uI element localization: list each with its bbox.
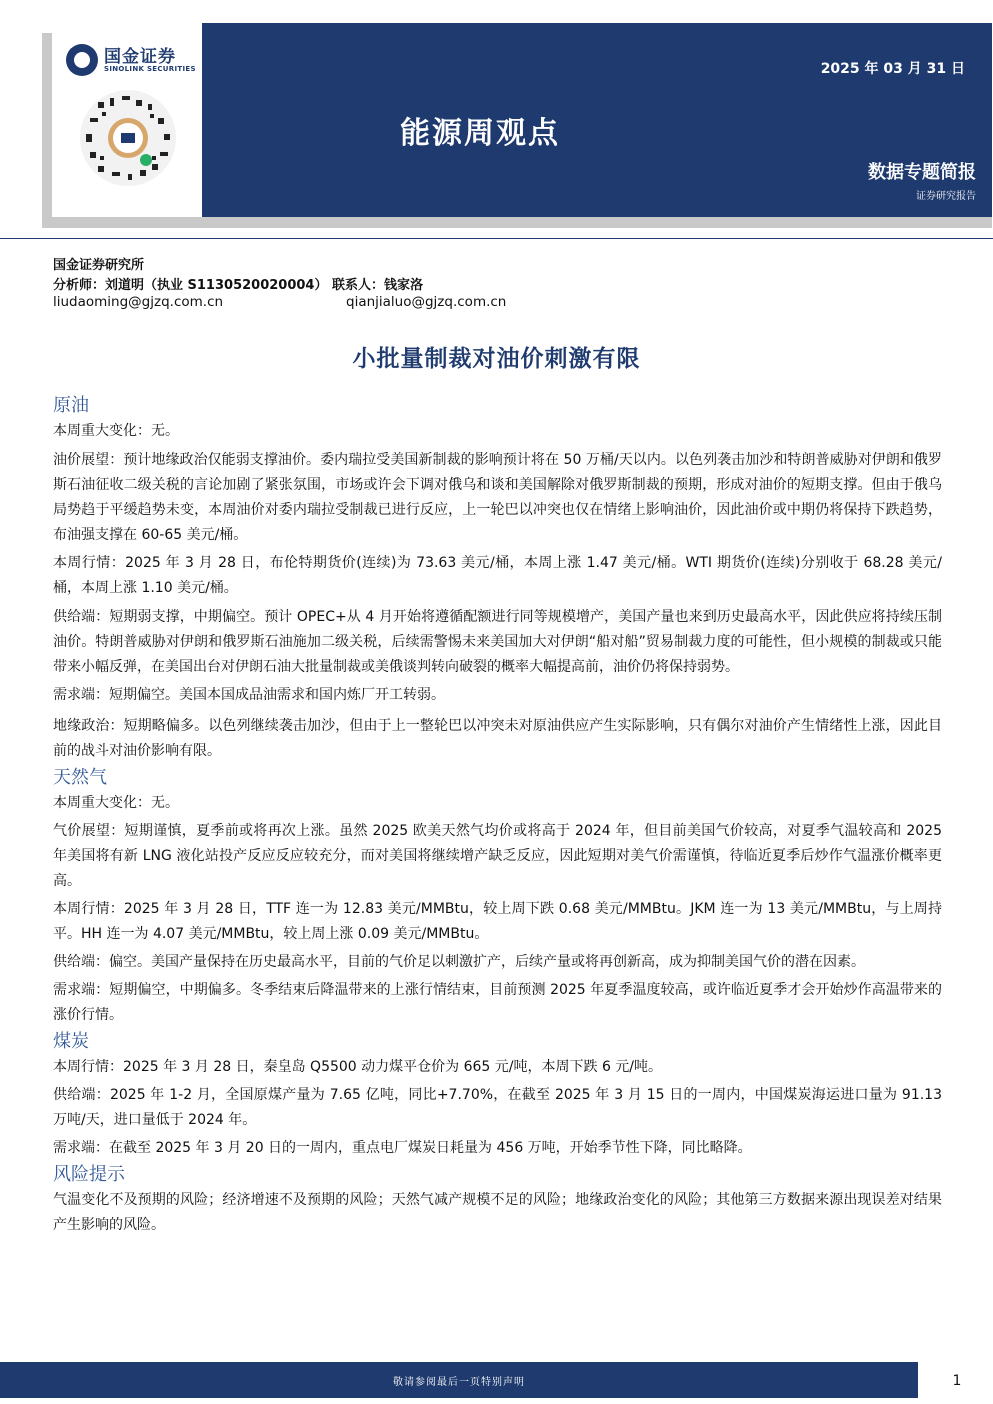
- paragraph: 气价展望：短期谨慎，夏季前或将再次上涨。虽然 2025 欧美天然气均价或将高于 2024 年，但目前美国气价较高，对夏季气温较高和 2025 年美国将有新 LNG 液化站投产反应反应较充分，而对美国将继续增产缺乏反应，因此短期对美气价需谨慎，待临近夏季后炒作气温涨价概率更高。: [53, 823, 942, 889]
- page-number: 1: [952, 1373, 962, 1389]
- institute-name: 国金证券研究所: [53, 258, 145, 273]
- paragraph: 地缘政治：短期略偏多。以色列继续袭击加沙，但由于上一整轮巴以冲突未对原油供应产生实际影响，只有偶尔对油价产生情绪性上涨，因此目前的战斗对油价影响有限。: [53, 718, 942, 759]
- qr-code-icon: [78, 88, 178, 188]
- section-risk: [53, 1161, 942, 1238]
- section-coal: [53, 1028, 942, 1161]
- sinolink-logo: [66, 42, 206, 78]
- paragraph: 本周重大变化：无。: [53, 795, 179, 811]
- report-subtype: 证券研究报告: [916, 191, 976, 202]
- paragraph: 供给端：偏空。美国产量保持在历史最高水平，目前的气价足以刺激扩产，后续产量或将再创新高，成为抑制美国气价的潜在因素。: [53, 954, 865, 970]
- section-heading: 煤炭: [53, 1031, 89, 1052]
- analyst-line: 分析师：刘道明（执业 S1130520020004） 联系人：钱家洛: [53, 278, 424, 293]
- logo-mark-icon: [66, 44, 98, 76]
- logo-text-en: SINOLINK SECURITIES: [104, 65, 196, 73]
- paragraph: 油价展望：预计地缘政治仅能弱支撑油价。委内瑞拉受美国新制裁的影响预计将在 50 万桶/天以内。以色列袭击加沙和特朗普威胁对伊朗和俄罗斯石油征收二级关税的言论加剧了紧张氛围，市场或许会下调对俄乌和谈和美国解除对俄罗斯制裁的预期，形成对油价的短期支撑。但由于俄乌局势趋于平缓趋势未变，本周油价对委内瑞拉受制裁已进行反应，上一轮巴以冲突也仅在情绪上影响油价，因此油价或中期仍将保持下跌趋势，布油强支撑在 60-65 美元/桶。: [53, 452, 942, 543]
- paragraph: 供给端：短期弱支撑，中期偏空。预计 OPEC+从 4 月开始将遵循配额进行同等规模增产，美国产量也来到历史最高水平，因此供应将持续压制油价。特朗普威胁对伊朗和俄罗斯石油施加二级关税，后续需警惕未来美国加大对伊朗“船对船”贸易制裁力度的可能性，但小规模的制裁或只能带来小幅反弹，在美国出台对伊朗石油大批量制裁或美俄谈判转向破裂的概率大幅提高前，油价仍将保持弱势。: [53, 609, 942, 675]
- section-heading: 原油: [53, 395, 89, 416]
- document-title: 小批量制裁对油价刺激有限: [352, 346, 641, 372]
- paragraph: 供给端：2025 年 1-2 月，全国原煤产量为 7.65 亿吨，同比+7.70%，在截至 2025 年 3 月 15 日的一周内，中国煤炭海运进口量为 91.13 万吨/天，进口量低于 2024 年。: [53, 1087, 942, 1128]
- paragraph: 本周行情：2025 年 3 月 28 日，TTF 连一为 12.83 美元/MMBtu，较上周下跌 0.68 美元/MMBtu。JKM 连一为 13 美元/MMBtu，与上周持平。HH 连一为 4.07 美元/MMBtu，较上周上涨 0.09 美元/MMBtu。: [53, 901, 942, 942]
- report-type: 数据专题简报: [868, 162, 976, 183]
- contact-email[interactable]: qianjialuo@gjzq.com.cn: [346, 294, 507, 310]
- paragraph: 需求端：短期偏空。美国本国成品油需求和国内炼厂开工转弱。: [53, 687, 445, 703]
- logo-text-cn: 国金证券: [104, 47, 176, 67]
- paragraph: 气温变化不及预期的风险；经济增速不及预期的风险；天然气减产规模不足的风险；地缘政治变化的风险；其他第三方数据来源出现误差对结果产生影响的风险。: [53, 1192, 942, 1233]
- paragraph: 需求端：在截至 2025 年 3 月 20 日的一周内，重点电厂煤炭日耗量为 456 万吨，开始季节性下降，同比略降。: [53, 1140, 752, 1156]
- report-date: 2025 年 03 月 31 日: [820, 61, 965, 77]
- paragraph: 本周重大变化：无。: [53, 423, 179, 439]
- paragraph: 需求端：短期偏空，中期偏多。冬季结束后降温带来的上涨行情结束，目前预测 2025 年夏季温度较高，或许临近夏季才会开始炒作高温带来的涨价行情。: [53, 982, 942, 1023]
- analyst-email[interactable]: liudaoming@gjzq.com.cn: [53, 294, 224, 310]
- paragraph: 本周行情：2025 年 3 月 28 日，秦皇岛 Q5500 动力煤平仓价为 665 元/吨，本周下跌 6 元/吨。: [53, 1059, 663, 1075]
- banner-title: 能源周观点: [400, 116, 560, 151]
- header-divider: [0, 238, 993, 239]
- section-heading: 风险提示: [53, 1164, 125, 1185]
- section-heading: 天然气: [53, 767, 107, 788]
- report-body: [53, 392, 942, 1238]
- footer-disclaimer[interactable]: 敬请参阅最后一页特别声明: [393, 1377, 525, 1388]
- paragraph: 本周行情：2025 年 3 月 28 日，布伦特期货价(连续)为 73.63 美元/桶，本周上涨 1.47 美元/桶。WTI 期货价(连续)分别收于 68.28 美元/桶，本周上涨 1.10 美元/桶。: [53, 555, 942, 596]
- section-natural-gas: [53, 764, 942, 1028]
- section-crude-oil: [53, 392, 942, 764]
